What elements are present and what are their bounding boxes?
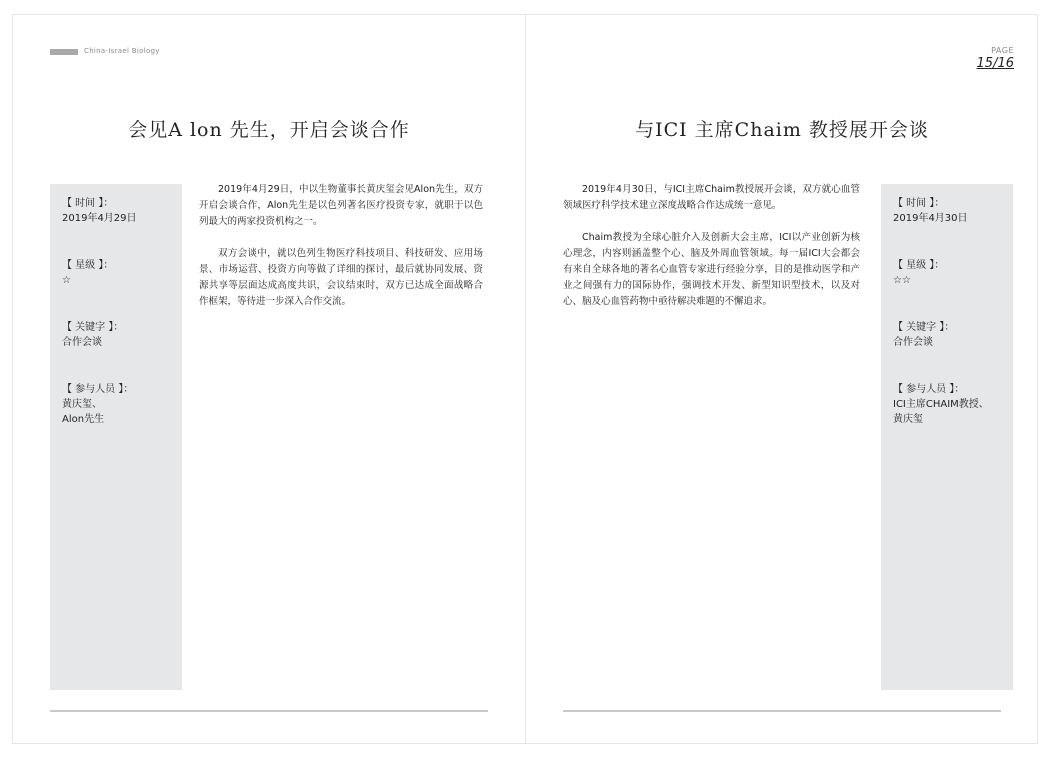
paragraph: 双方会谈中，就以色列生物医疗科技项目、科技研发、应用场景、市场运营、投资方向等做了详细的探讨，最后就协同发展、资源共享等层面达成高度共识，会议结束时，双方已达成全面战略合作框架，等待进一步深入合作交流。 (199, 248, 483, 307)
brand-label: China-Israel Biology (84, 47, 160, 55)
meta-label: 【 参与人员 】： (893, 384, 965, 395)
meta-label: 【 星级 】： (62, 260, 114, 271)
star-rating: ☆ (62, 275, 71, 286)
meta-label: 【 关键字 】： (62, 322, 124, 333)
meta-value: 黄庆玺、 (62, 399, 102, 410)
page-label: PAGE (991, 46, 1014, 55)
right-page-title: 与ICI 主席Chaim 教授展开会谈 (635, 119, 929, 141)
right-meta-sidebar (881, 184, 1013, 690)
right-body-text (563, 182, 860, 326)
meta-label: 【 时间 】： (893, 198, 945, 209)
meta-value: 合作会谈 (893, 337, 933, 348)
footer-divider (50, 710, 488, 712)
right-page (526, 15, 1038, 743)
meta-label: 【 参与人员 】： (62, 384, 134, 395)
meta-time (893, 196, 1001, 226)
meta-value: Alon先生 (62, 414, 105, 425)
meta-rating (62, 258, 170, 288)
meta-value: 2019年4月30日 (893, 213, 968, 224)
meta-value: 黄庆玺 (893, 414, 923, 425)
paragraph: 2019年4月30日，与ICI主席Chaim教授展开会谈，双方就心血管领域医疗科学技术建立深度战略合作达成统一意见。 (563, 184, 860, 211)
paragraph: 2019年4月29日，中以生物董事长黄庆玺会见Alon先生，双方开启会谈合作，Alon先生是以色列著名医疗投资专家，就职于以色列最大的两家投资机构之一。 (199, 184, 483, 227)
meta-participants (62, 382, 170, 427)
paragraph: Chaim教授为全球心脏介入及创新大会主席，ICI以产业创新为核心理念，内容则涵盖整个心、脑及外周血管领域。每一届ICI大会都会有来自全球各地的著名心血管专家进行经验分享，目的是推动医学和产业之间强有力的国际协作，强调技术开发、新型知识型技术，以及对心、脑及心血管药物中亟待解决难题的不懈追求。 (563, 232, 860, 307)
meta-time (62, 196, 170, 226)
meta-keyword (893, 320, 1001, 350)
meta-label: 【 星级 】： (893, 260, 945, 271)
meta-label: 【 时间 】： (62, 198, 114, 209)
header-decor-bar (50, 49, 78, 55)
left-page (13, 15, 525, 743)
meta-value: 合作会谈 (62, 337, 102, 348)
star-rating: ☆☆ (893, 275, 911, 286)
meta-participants (893, 382, 1001, 427)
meta-value: ICI主席CHAIM教授、 (893, 399, 989, 410)
page-number: 15/16 (976, 56, 1014, 71)
left-page-title: 会见A lon 先生，开启会谈合作 (128, 119, 410, 141)
footer-divider (563, 710, 1001, 712)
meta-keyword (62, 320, 170, 350)
left-meta-sidebar (50, 184, 182, 690)
meta-label: 【 关键字 】： (893, 322, 955, 333)
left-body-text (199, 182, 483, 326)
meta-rating (893, 258, 1001, 288)
meta-value: 2019年4月29日 (62, 213, 137, 224)
document-spread (12, 14, 1038, 744)
